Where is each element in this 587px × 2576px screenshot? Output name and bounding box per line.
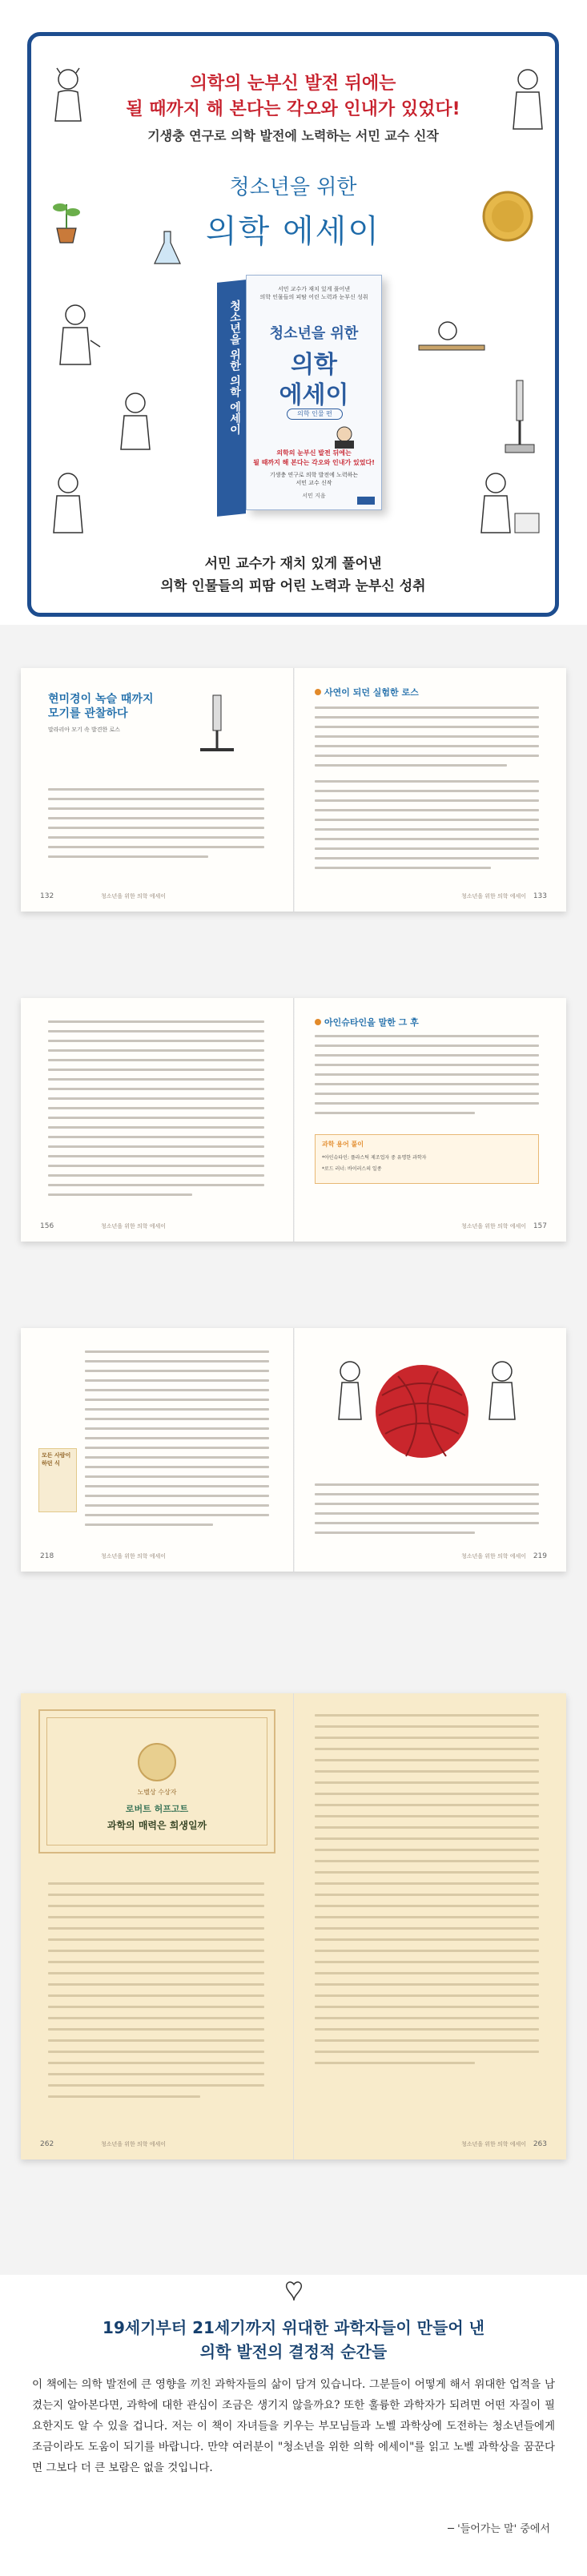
excerpt-headline-line2: 의학 발전의 결정적 순간들 (199, 2342, 388, 2361)
bullet-icon (315, 1019, 321, 1025)
scientist-doodle-icon (111, 388, 159, 453)
yarn-ball-illustration (318, 1339, 542, 1467)
right-page (294, 1328, 566, 1572)
sample-spread-section-4 (0, 1615, 587, 2275)
left-page (21, 998, 293, 1242)
cover-bottom-line2: 의학 인물들의 피땀 어린 노력과 눈부신 성취 (160, 578, 426, 594)
book-spine (217, 280, 246, 517)
left-page (21, 1328, 293, 1572)
right-page (294, 1693, 566, 2159)
book-spine-title: 청소년을 위한 의학 에세이 (228, 299, 241, 437)
book-red-line-1: 의학의 눈부신 발전 뒤에는 (276, 449, 352, 457)
glossary-item: *로드 러너: 바이러스의 일종 (322, 1166, 382, 1172)
medal-icon (138, 1743, 176, 1781)
book-red-line-2: 될 때까지 해 본다는 각오와 인내가 있었다! (253, 459, 375, 466)
section-heading-text: 아인슈타인을 말한 그 후 (324, 1017, 419, 1028)
book-spread (21, 1693, 566, 2159)
callout-caption: 말라리아 모기 속 발견한 로스 (48, 727, 121, 733)
right-page (294, 998, 566, 1242)
microscope-icon (189, 692, 245, 756)
book-small-line-2: 서민 교수 신작 (296, 480, 332, 486)
author-card (38, 1709, 275, 1854)
book-author: 서민 지음 (302, 493, 326, 499)
section-heading (315, 1016, 419, 1028)
cover-bottom-line1: 서민 교수가 재치 있게 풀어낸 (204, 556, 382, 572)
card-caption: 노벨상 수상자 (137, 1789, 177, 1796)
page-number: 218 (40, 1552, 54, 1560)
running-head: 청소년을 위한 의학 에세이 (101, 1223, 167, 1230)
book-volume-badge: 의학 인물 편 (287, 409, 343, 420)
scientist-doodle-icon (464, 469, 544, 541)
cover-section (0, 0, 587, 625)
book-image (217, 275, 377, 515)
running-head: 청소년을 위한 의학 에세이 (460, 2141, 526, 2147)
cover-headline-line1: 의학의 눈부신 발전 뒤에는 (190, 74, 396, 94)
running-head: 청소년을 위한 의학 에세이 (460, 1223, 526, 1230)
page-number: 157 (533, 1222, 547, 1230)
running-head: 청소년을 위한 의학 에세이 (101, 1553, 167, 1560)
running-head: 청소년을 위한 의학 에세이 (101, 2141, 167, 2147)
book-spread (21, 1328, 566, 1572)
cover-subheadline: 기생충 연구로 의학 발전에 노력하는 서민 교수 신작 (147, 128, 439, 143)
publisher-logo (357, 497, 375, 505)
author-portrait-icon (324, 425, 365, 449)
cover-banner (27, 32, 559, 617)
intro-excerpt-section (0, 2275, 587, 2576)
book-title-small: 청소년을 위한 (269, 325, 359, 342)
left-page (21, 1693, 293, 2159)
book-small-line-1: 기생충 연구로 의학 발전에 노력하는 (269, 472, 359, 478)
running-head: 청소년을 위한 의학 에세이 (460, 1553, 526, 1560)
sample-spread-section-3 (0, 1285, 587, 1615)
scientist-doodle-icon (47, 300, 103, 372)
excerpt-source: ─ '들어가는 말' 중에서 (448, 2523, 550, 2535)
bullet-icon (315, 689, 321, 695)
lab-bench-doodle-icon (416, 313, 488, 369)
running-head: 청소년을 위한 의학 에세이 (460, 893, 526, 900)
page-number: 132 (40, 892, 54, 900)
book-title-2: 에세이 (279, 381, 349, 409)
card-author: 로버트 허프고트 (125, 1804, 189, 1814)
running-head: 청소년을 위한 의학 에세이 (101, 893, 167, 900)
sample-spread-section-1 (0, 625, 587, 955)
excerpt-body: 이 책에는 의학 발전에 큰 영향을 끼친 과학자들의 삶이 담겨 있습니다. 그분들이 어떻게 해서 위대한 업적을 남겼는지 알아본다면, 과학에 대한 관심이 조금은 생기지 않을까요? 또한 훌륭한 과학자가 되려면 어떤 자질이 필요한지도 알 수 있을 겁니다. 저는 이 책이 자녀들을 키우는 부모님들과 노벨 과학상에 도전하는 청소년들에게 조금이라도 도움이 되기를 바랍니다. 만약 여러분이 "청소년을 위한 의학 에세이"를 읽고 노벨 과학상을 꿈꾼다면 그보다 더 큰 보람은 없을 것입니다. (32, 2378, 555, 2474)
glossary-box (315, 1134, 539, 1184)
excerpt-headline-line1: 19세기부터 21세기까지 위대한 과학자들이 만들어 낸 (103, 2318, 484, 2337)
book-front-cover (246, 275, 382, 510)
page-number: 263 (533, 2140, 547, 2148)
page-number: 156 (40, 1222, 54, 1230)
page-number: 219 (533, 1552, 547, 1560)
left-page (21, 668, 293, 912)
microscope-doodle-icon (496, 372, 544, 461)
glossary-title: 과학 용어 풀이 (322, 1141, 364, 1148)
book-title-1: 의학 (291, 351, 337, 379)
section-heading-text: 사연이 되던 실험한 로스 (324, 687, 419, 698)
book-tagline-2: 의학 인물들의 피땀 어린 노력과 눈부신 성취 (259, 294, 368, 300)
margin-note (38, 1448, 77, 1512)
sample-spread-section-2 (0, 955, 587, 1285)
cover-title: 의학 에세이 (206, 213, 380, 250)
callout-title-line2: 모기를 관찰하다 (48, 707, 128, 720)
page-number: 133 (533, 892, 547, 900)
callout-title-line1: 현미경이 녹슬 때까지 (48, 693, 154, 706)
cover-title-small: 청소년을 위한 (229, 175, 357, 199)
heart-doodle-icon (283, 2280, 304, 2304)
margin-note-title: 모든 사람이 하던 식 (42, 1452, 71, 1467)
card-title: 과학의 매력은 희생일까 (107, 1820, 207, 1831)
book-spread (21, 998, 566, 1242)
right-page (294, 668, 566, 912)
book-tagline-1: 서민 교수가 재치 있게 풀어낸 (277, 286, 351, 292)
cover-headline-line2: 될 때까지 해 본다는 각오와 인내가 있었다! (126, 99, 460, 119)
scientist-doodle-icon (44, 469, 92, 541)
section-heading (315, 686, 419, 698)
book-spread (21, 668, 566, 912)
page-number: 262 (40, 2140, 54, 2148)
glossary-item: *아인슈타인: 플라스틱 제조업자 중 유명한 과학자 (322, 1155, 427, 1161)
